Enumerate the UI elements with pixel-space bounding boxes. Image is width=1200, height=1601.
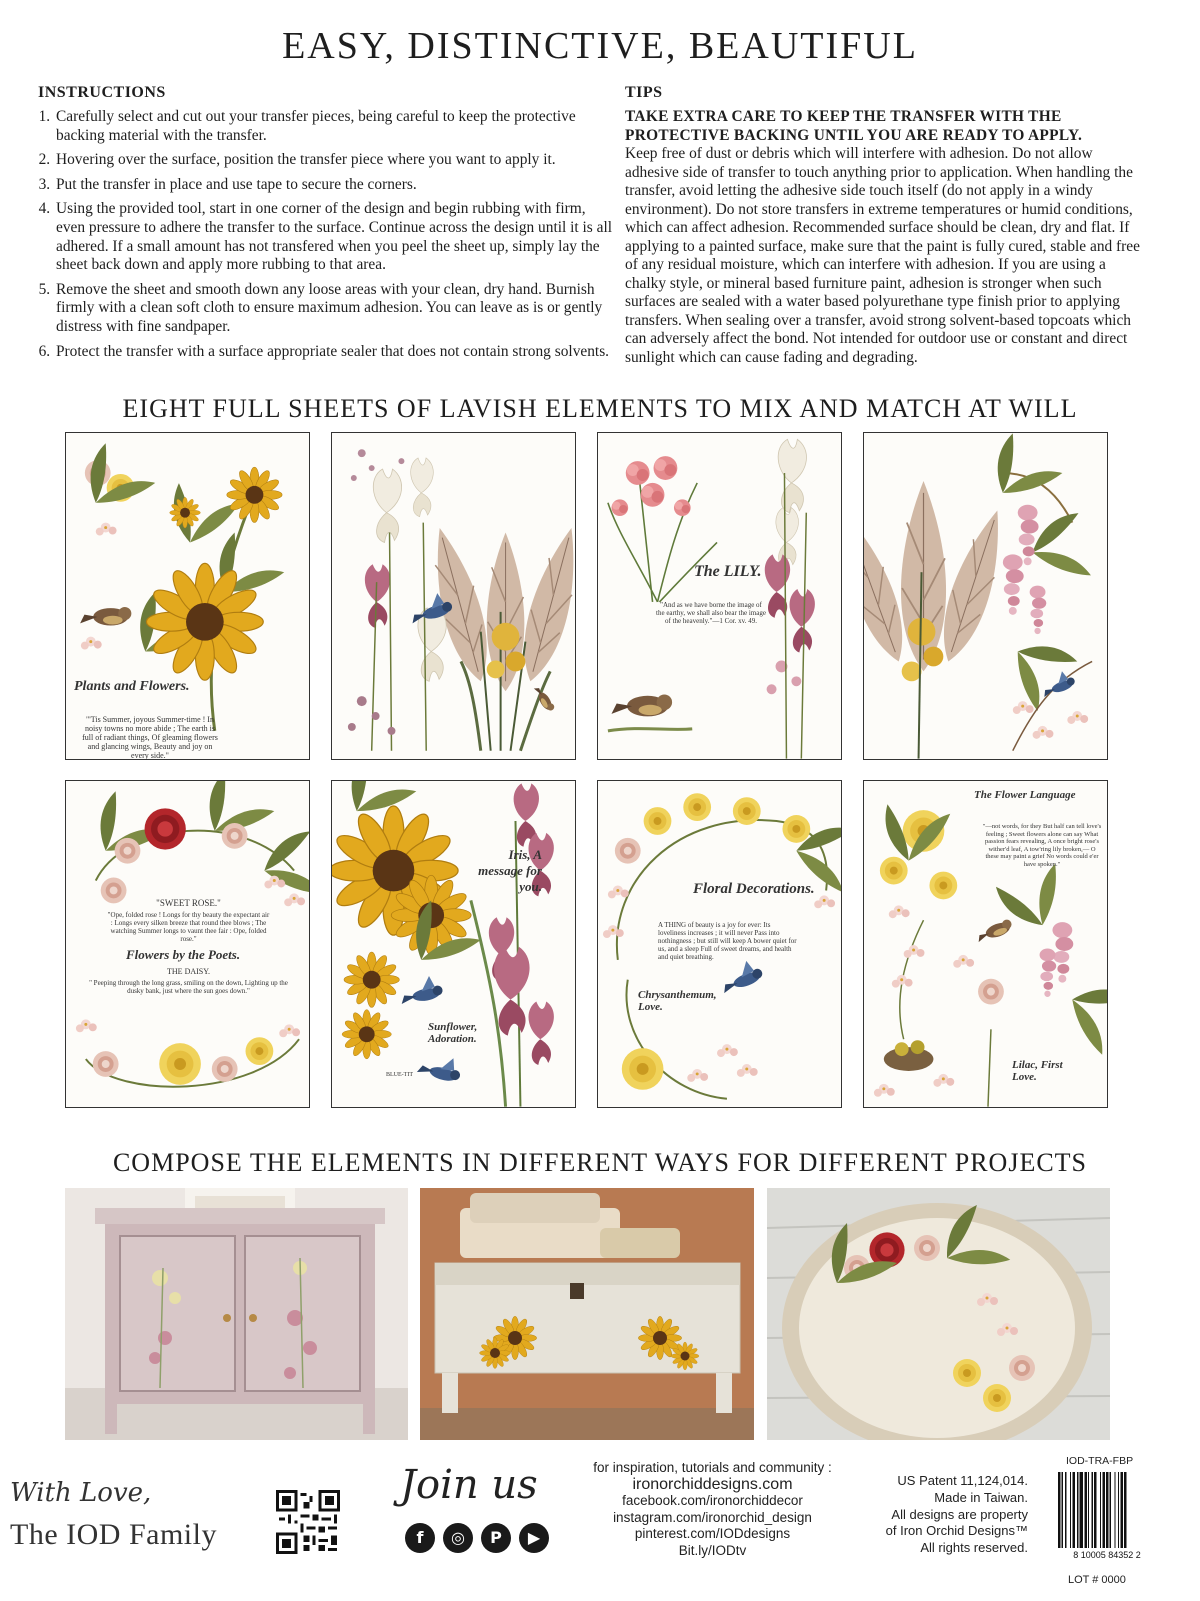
sheet-7-title: Floral Decorations. — [693, 881, 815, 897]
tray-illustration — [767, 1188, 1110, 1440]
legal-text — [868, 1473, 1028, 1557]
project-photo-tray — [767, 1188, 1110, 1440]
sheet-5-sub: THE DAISY. — [167, 967, 210, 976]
barcode-number: 8 10005 84352 2 — [1073, 1550, 1141, 1560]
community-links — [590, 1460, 835, 1560]
made-in-text: Made in Taiwan. — [934, 1489, 1028, 1505]
sheet-8-lilac: Lilac, First Love. — [1012, 1059, 1063, 1083]
sheet-7-poem: A THING of beauty is a joy for ever: Its loveliness increases ; it will never Pass into nothingness ; but still will keep A bower quiet for us, and a sleep Full of sweet dreams, and health and quiet breathing. — [658, 921, 797, 961]
instruction-step: 3. Put the transfer in place and use tape to secure the corners. — [54, 176, 618, 195]
transfer-sheet-2 — [331, 432, 576, 760]
sheet-4-artwork — [864, 433, 1107, 759]
sheet-5-poem: "Ope, folded rose ! Longs for thy beauty the expectant air : Longs every silken breeze that round thee blows ; The watching Summer longs to vaunt thee fair : Ope, folded rose." — [107, 911, 270, 943]
chest-illustration — [420, 1188, 754, 1440]
sheet-5-artwork — [66, 781, 309, 1107]
pinterest-icon[interactable]: P — [481, 1523, 511, 1553]
transfer-sheet-6 — [331, 780, 576, 1108]
project-photo-chest — [420, 1188, 754, 1440]
pinterest-link[interactable]: pinterest.com/IODdesigns — [634, 1526, 791, 1542]
property-text-2: of Iron Orchid Designs™ — [885, 1523, 1028, 1539]
sheet-2-artwork — [332, 433, 575, 759]
transfer-sheet-7 — [597, 780, 842, 1108]
sheet-6-iris: Iris, A message for you. — [478, 847, 542, 894]
barcode — [1052, 1470, 1162, 1560]
transfer-sheet-1 — [65, 432, 310, 760]
sheet-5-title: "SWEET ROSE." — [156, 898, 221, 908]
compose-heading: COMPOSE THE ELEMENTS IN DIFFERENT WAYS FOR DIFFERENT PROJECTS — [112, 1148, 1088, 1177]
transfer-sheet-5 — [65, 780, 310, 1108]
instagram-icon[interactable]: ◎ — [443, 1523, 473, 1553]
instruction-step: 1. Carefully select and cut out your transfer pieces, being careful to keep the protective backing material with the transfer. — [54, 108, 618, 145]
instructions-section — [38, 84, 618, 367]
youtube-icon[interactable]: ▶ — [519, 1523, 549, 1553]
sheet-5-title2: Flowers by the Poets. — [126, 947, 241, 962]
tips-warning: TAKE EXTRA CARE TO KEEP THE TRANSFER WITH THE PROTECTIVE BACKING UNTIL YOU ARE READY TO APPLY. — [625, 108, 1083, 144]
sheet-3-poem: "And as we have borne the image of the earthy, we shall also bear the image of the heavenly."—1 Cor. xv. 49. — [656, 601, 766, 625]
sheet-6-small: BLUE-TIT — [386, 1072, 413, 1078]
sheet-6-artwork — [332, 781, 575, 1107]
sheet-6-sun: Sunflower, Adoration. — [428, 1021, 478, 1045]
tips-body: Keep free of dust or debris which will interfere with adhesion. Do not allow adhesive side of transfer to touch anything prior to application. When handling the transfer, avoid letting the adhesive side touch itself (do not apply in a windy environment). Do not store transfers in extreme temperatures or humid conditions, which can affect adhesion. Recommended surface should be clean, dry and flat. If applying to a painted surface, make sure that the paint is fully cured, stable and free of any residual moisture, which can interfere with adhesion. If you are using a chalky style, or mineral based furniture paint, adhesion is stronger when such surfaces are sealed with a water based polyurethane type finish prior to applying transfers. When sealing over a transfer, avoid strong solvent-based topcoats which can adversely affect the bond. Not intended for outdoor use or constant and direct sunlight which can cause fading and degrading. — [625, 145, 1140, 366]
page-title: EASY, DISTINCTIVE, BEAUTIFUL — [282, 25, 918, 67]
instruction-step: 5. Remove the sheet and smooth down any loose areas with your clean, dry hand. Burnish firmly with a clean soft cloth to ensure maximum adhesion. You can leave as is or gently distress with fine sandpaper. — [54, 281, 618, 337]
cabinet-illustration — [65, 1188, 408, 1440]
sku-label: IOD-TRA-FBP — [1066, 1455, 1134, 1467]
sheet-1-poem: "'Tis Summer, joyous Summer-time ! In noisy towns no more abide ; The earth is full of radiant things, Of gleaming flowers and glancing wings, Beauty and joy on every side." — [82, 715, 218, 760]
qr-code[interactable] — [276, 1490, 340, 1554]
sheets-heading: EIGHT FULL SHEETS OF LAVISH ELEMENTS TO MIX AND MATCH AT WILL — [122, 394, 1078, 423]
sheet-1-title: Plants and Flowers. — [74, 679, 190, 694]
patent-text: US Patent 11,124,014. — [897, 1473, 1028, 1488]
inspiration-text: for inspiration, tutorials and community : — [593, 1460, 832, 1475]
instructions-heading: INSTRUCTIONS — [38, 84, 166, 101]
instruction-step: 6. Protect the transfer with a surface appropriate sealer that does not contain strong solvents. — [54, 343, 618, 362]
sheet-1-artwork — [66, 433, 309, 759]
tips-heading: TIPS — [625, 84, 663, 101]
facebook-icon[interactable]: f — [405, 1523, 435, 1553]
sheet-7-chrys: Chrysanthemum, Love. — [638, 989, 717, 1013]
sheet-5-poem2: " Peeping through the long grass, smiling on the down, Lighting up the dusky bank, just where the sun goes down." — [89, 979, 288, 995]
website-link[interactable]: ironorchiddesigns.com — [632, 1475, 793, 1493]
instruction-step: 4. Using the provided tool, start in one corner of the design and begin rubbing with firm, even pressure to adhere the transfer to the surface. Continue across the design until it is all adhered. If a small amount has not transfered when you peel the sheet up, simply lay the sheet back down and apply more rubbing to that area. — [54, 200, 618, 274]
signature-line1: With Love, — [10, 1478, 152, 1508]
project-photo-cabinet — [65, 1188, 408, 1440]
transfer-sheet-8 — [863, 780, 1108, 1108]
bitly-link[interactable]: Bit.ly/IODtv — [678, 1542, 747, 1558]
sheet-3-title: The LILY. — [694, 563, 762, 580]
join-us-text: Join us — [400, 1462, 538, 1508]
instagram-link[interactable]: instagram.com/ironorchid_design — [613, 1509, 812, 1525]
sheet-3-artwork — [598, 433, 841, 759]
instruction-step: 2. Hovering over the surface, position the transfer piece where you want to apply it. — [54, 151, 618, 170]
sheet-8-title: The Flower Language — [974, 789, 1076, 801]
transfer-sheet-3 — [597, 432, 842, 760]
rights-text: All rights reserved. — [920, 1540, 1028, 1556]
lot-number: LOT # 0000 — [1068, 1574, 1126, 1586]
tips-section — [625, 84, 1140, 367]
facebook-link[interactable]: facebook.com/ironorchiddecor — [622, 1493, 803, 1509]
sheet-8-poem: "—not words, for they But half can tell love's feeling ; Sweet flowers alone can say What passion fears revealing, A once bright rose's wither'd leaf, A tow'ring lily broken,— O these may paint a grief No words could e'er have spoken." — [982, 823, 1102, 868]
instructions-list — [38, 108, 618, 361]
property-text-1: All designs are property — [891, 1506, 1028, 1522]
transfer-sheet-4 — [863, 432, 1108, 760]
signature-line2: The IOD Family — [10, 1518, 217, 1551]
